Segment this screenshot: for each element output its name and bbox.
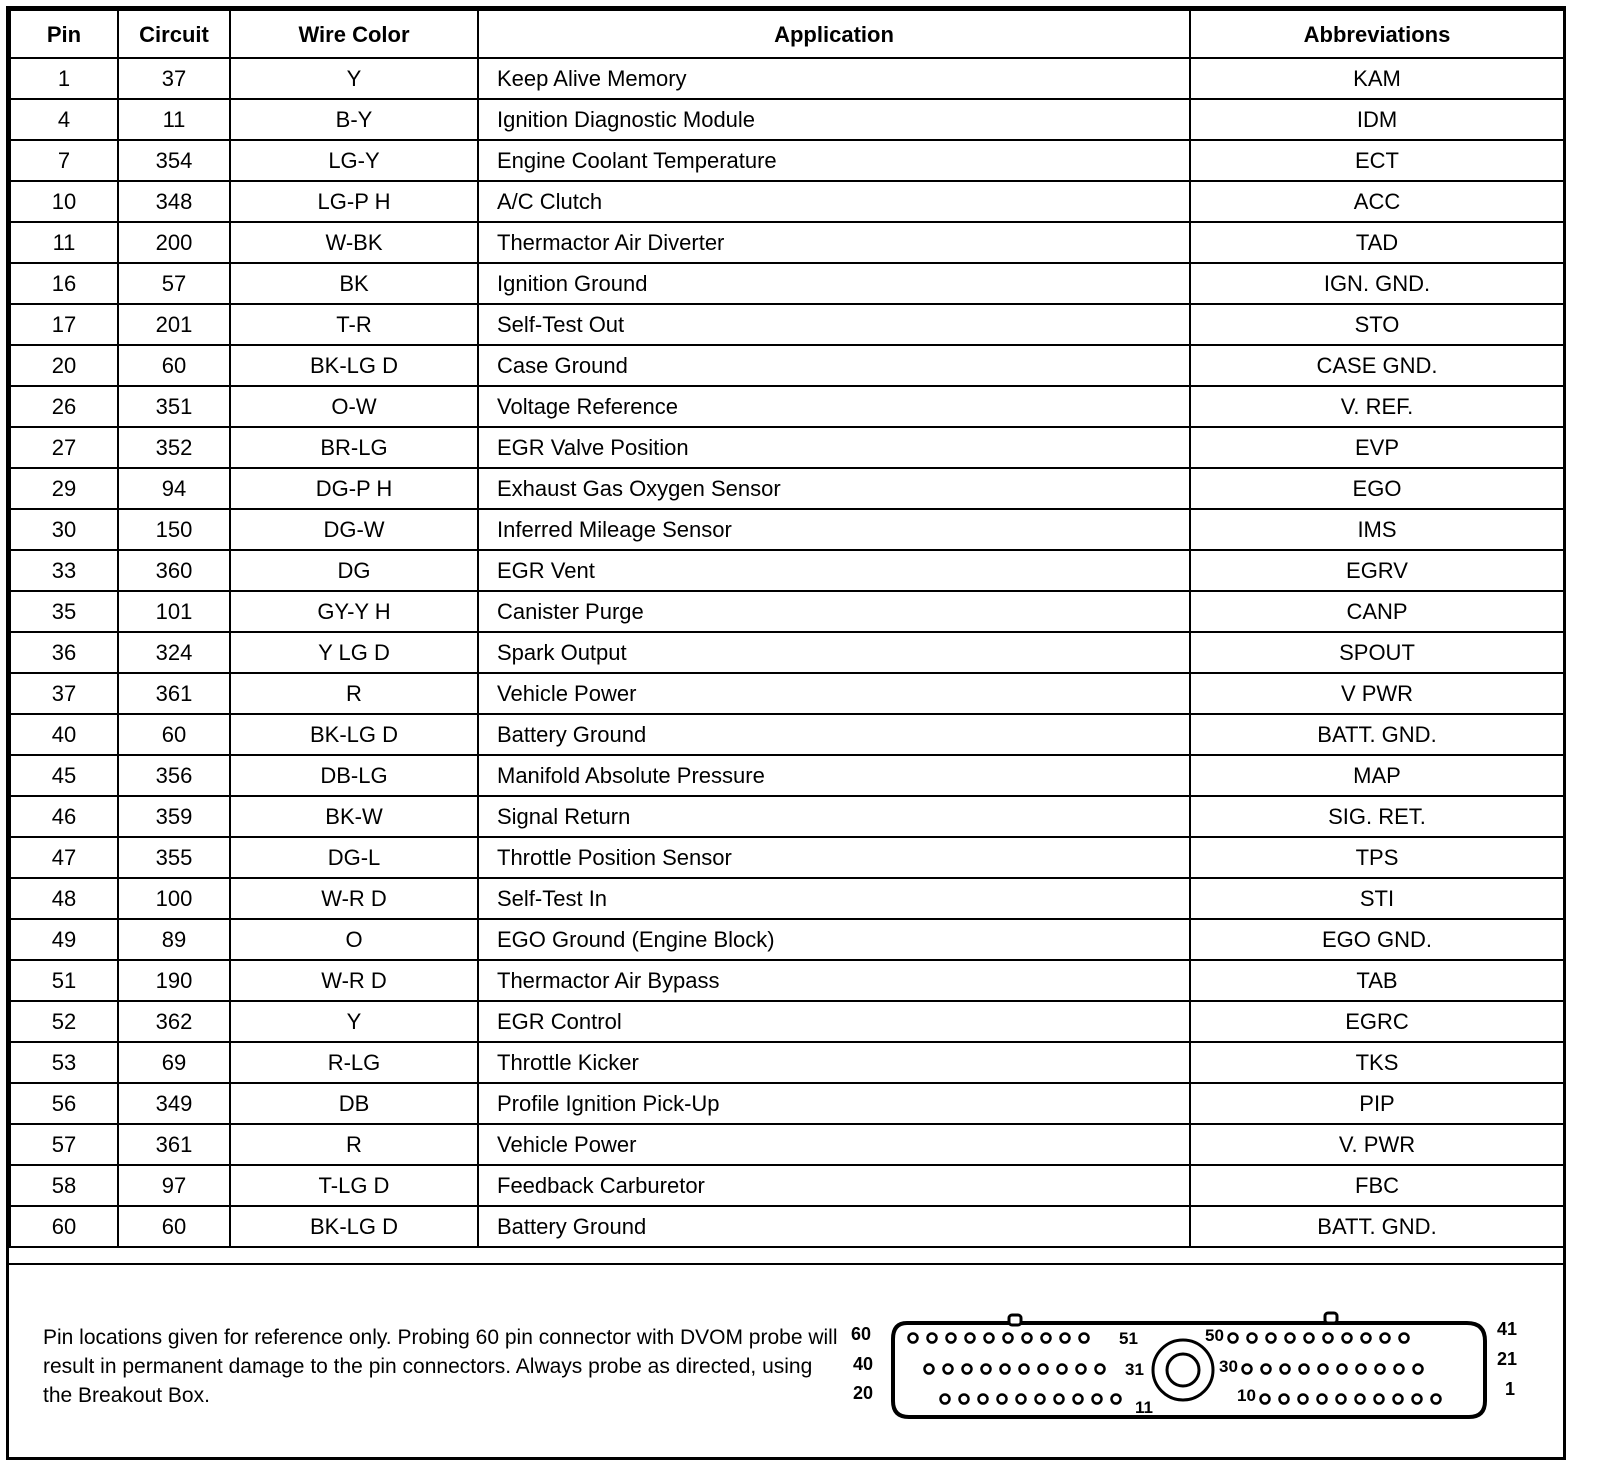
row-abbreviation: V. REF.: [1190, 386, 1564, 427]
row-circuit: 201: [118, 304, 230, 345]
connector-pin-hole: [1096, 1365, 1105, 1374]
pin-table: [9, 9, 1565, 1248]
row-application: Self-Test Out: [478, 304, 1190, 345]
row-pin: 57: [10, 1124, 118, 1165]
row-wire-color: BK: [230, 263, 478, 304]
connector-pin-hole: [966, 1334, 975, 1343]
row-pin: 30: [10, 509, 118, 550]
connector-label-left-mid: 40: [853, 1354, 874, 1374]
table-row: [10, 468, 1564, 509]
connector-pin-hole: [1112, 1395, 1121, 1404]
row-pin: 26: [10, 386, 118, 427]
table-row: [10, 1206, 1564, 1247]
connector-pin-hole: [925, 1365, 934, 1374]
row-application: EGR Control: [478, 1001, 1190, 1042]
table-row: [10, 345, 1564, 386]
connector-inner-label-11: 11: [1135, 1398, 1153, 1417]
connector-pin-hole: [1357, 1365, 1366, 1374]
connector-pin-hole: [1356, 1395, 1365, 1404]
footer-panel: [9, 1263, 1563, 1459]
row-wire-color: BK-W: [230, 796, 478, 837]
connector-pin-hole: [1267, 1334, 1276, 1343]
table-row: [10, 673, 1564, 714]
row-wire-color: R: [230, 673, 478, 714]
row-wire-color: W-BK: [230, 222, 478, 263]
table-row: [10, 386, 1564, 427]
row-abbreviation: TPS: [1190, 837, 1564, 878]
row-circuit: 101: [118, 591, 230, 632]
row-circuit: 361: [118, 1124, 230, 1165]
row-abbreviation: KAM: [1190, 58, 1564, 99]
table-row: [10, 1124, 1564, 1165]
header-pin: Pin: [10, 10, 118, 58]
table-row: [10, 99, 1564, 140]
row-pin: 29: [10, 468, 118, 509]
connector-label-left-top: 60: [851, 1324, 872, 1344]
row-application: Case Ground: [478, 345, 1190, 386]
row-abbreviation: EGRC: [1190, 1001, 1564, 1042]
row-circuit: 100: [118, 878, 230, 919]
table-header-row: [10, 10, 1564, 58]
connector-pin-hole: [1248, 1334, 1257, 1343]
connector-pin-hole: [1077, 1365, 1086, 1374]
row-application: Profile Ignition Pick-Up: [478, 1083, 1190, 1124]
row-application: Keep Alive Memory: [478, 58, 1190, 99]
connector-pin-hole: [1319, 1365, 1328, 1374]
connector-pin-hole: [1243, 1365, 1252, 1374]
table-row: [10, 509, 1564, 550]
row-circuit: 60: [118, 345, 230, 386]
connector-pin-hole: [982, 1365, 991, 1374]
table-row: [10, 919, 1564, 960]
row-application: Throttle Kicker: [478, 1042, 1190, 1083]
row-circuit: 37: [118, 58, 230, 99]
row-circuit: 362: [118, 1001, 230, 1042]
pin-chart-sheet: [6, 6, 1566, 1460]
row-application: Battery Ground: [478, 714, 1190, 755]
row-application: Spark Output: [478, 632, 1190, 673]
connector-pin-hole: [1039, 1365, 1048, 1374]
row-circuit: 354: [118, 140, 230, 181]
connector-key-right: [1325, 1313, 1337, 1323]
connector-pin-hole: [979, 1395, 988, 1404]
connector-pin-hole: [909, 1334, 918, 1343]
row-wire-color: T-R: [230, 304, 478, 345]
row-wire-color: Y: [230, 58, 478, 99]
table-row: [10, 796, 1564, 837]
row-wire-color: DB: [230, 1083, 478, 1124]
connector-pin-hole: [1300, 1365, 1309, 1374]
connector-pin-hole: [1229, 1334, 1238, 1343]
row-circuit: 89: [118, 919, 230, 960]
connector-center-bolt: [1153, 1340, 1213, 1400]
row-application: EGR Vent: [478, 550, 1190, 591]
row-wire-color: W-R D: [230, 960, 478, 1001]
connector-pin-hole: [1280, 1395, 1289, 1404]
connector-pin-hole: [1281, 1365, 1290, 1374]
connector-pin-hole: [1337, 1395, 1346, 1404]
row-wire-color: T-LG D: [230, 1165, 478, 1206]
row-abbreviation: SPOUT: [1190, 632, 1564, 673]
row-circuit: 352: [118, 427, 230, 468]
header-wire-color: Wire Color: [230, 10, 478, 58]
row-abbreviation: TAD: [1190, 222, 1564, 263]
connector-pin-hole: [944, 1365, 953, 1374]
row-pin: 27: [10, 427, 118, 468]
row-circuit: 69: [118, 1042, 230, 1083]
table-row: [10, 550, 1564, 591]
row-wire-color: O-W: [230, 386, 478, 427]
table-row: [10, 878, 1564, 919]
connector-pin-hole: [1414, 1365, 1423, 1374]
connector-pin-hole: [1074, 1395, 1083, 1404]
connector-pin-hole: [1299, 1395, 1308, 1404]
row-pin: 1: [10, 58, 118, 99]
connector-pin-hole: [1432, 1395, 1441, 1404]
table-row: [10, 181, 1564, 222]
table-row: [10, 140, 1564, 181]
row-pin: 17: [10, 304, 118, 345]
table-row: [10, 1083, 1564, 1124]
connector-pin-hole: [1394, 1395, 1403, 1404]
row-abbreviation: ECT: [1190, 140, 1564, 181]
connector-inner-label-30: 30: [1219, 1357, 1238, 1376]
connector-pin-hole: [1042, 1334, 1051, 1343]
row-wire-color: DG: [230, 550, 478, 591]
row-application: Exhaust Gas Oxygen Sensor: [478, 468, 1190, 509]
row-wire-color: BK-LG D: [230, 714, 478, 755]
connector-pin-hole: [1036, 1395, 1045, 1404]
row-pin: 20: [10, 345, 118, 386]
row-application: Thermactor Air Diverter: [478, 222, 1190, 263]
header-circuit: Circuit: [118, 10, 230, 58]
row-application: Signal Return: [478, 796, 1190, 837]
connector-pin-holes: [909, 1334, 1441, 1404]
row-wire-color: BR-LG: [230, 427, 478, 468]
row-pin: 40: [10, 714, 118, 755]
connector-pin-hole: [1375, 1395, 1384, 1404]
row-wire-color: BK-LG D: [230, 1206, 478, 1247]
connector-inner-label-31: 31: [1125, 1360, 1144, 1379]
row-pin: 11: [10, 222, 118, 263]
row-pin: 58: [10, 1165, 118, 1206]
table-row: [10, 960, 1564, 1001]
probe-warning-note: Pin locations given for reference only. Probing 60 pin connector with DVOM probe will result in permanent damage to the pin connectors. Always probe as directed, using the Breakout Box.: [43, 1326, 838, 1407]
connector-pin-hole: [1093, 1395, 1102, 1404]
row-abbreviation: V. PWR: [1190, 1124, 1564, 1165]
row-circuit: 57: [118, 263, 230, 304]
row-pin: 53: [10, 1042, 118, 1083]
row-application: Throttle Position Sensor: [478, 837, 1190, 878]
connector-pin-hole: [1020, 1365, 1029, 1374]
connector-inner-label-51: 51: [1119, 1329, 1138, 1348]
row-wire-color: DG-L: [230, 837, 478, 878]
row-circuit: 11: [118, 99, 230, 140]
connector-pin-hole: [1338, 1365, 1347, 1374]
row-application: Voltage Reference: [478, 386, 1190, 427]
row-application: EGR Valve Position: [478, 427, 1190, 468]
connector-pin-hole: [1305, 1334, 1314, 1343]
row-abbreviation: BATT. GND.: [1190, 1206, 1564, 1247]
table-row: [10, 222, 1564, 263]
connector-pin-hole: [1080, 1334, 1089, 1343]
row-circuit: 359: [118, 796, 230, 837]
connector-pin-hole: [1262, 1365, 1271, 1374]
row-application: Thermactor Air Bypass: [478, 960, 1190, 1001]
connector-pin-hole: [985, 1334, 994, 1343]
table-row: [10, 755, 1564, 796]
row-pin: 16: [10, 263, 118, 304]
row-abbreviation: IGN. GND.: [1190, 263, 1564, 304]
connector-pin-hole: [960, 1395, 969, 1404]
row-circuit: 349: [118, 1083, 230, 1124]
connector-pin-hole: [998, 1395, 1007, 1404]
connector-pin-hole: [1017, 1395, 1026, 1404]
connector-pin-hole: [1058, 1365, 1067, 1374]
row-application: Engine Coolant Temperature: [478, 140, 1190, 181]
connector-pin-hole: [928, 1334, 937, 1343]
row-abbreviation: MAP: [1190, 755, 1564, 796]
connector-pin-hole: [1343, 1334, 1352, 1343]
row-application: Feedback Carburetor: [478, 1165, 1190, 1206]
table-row: [10, 632, 1564, 673]
header-abbreviations: Abbreviations: [1190, 10, 1564, 58]
connector-label-right-bottom: 1: [1505, 1379, 1516, 1399]
connector-pin-hole: [1061, 1334, 1070, 1343]
row-abbreviation: PIP: [1190, 1083, 1564, 1124]
row-pin: 47: [10, 837, 118, 878]
row-wire-color: LG-P H: [230, 181, 478, 222]
row-abbreviation: EGO GND.: [1190, 919, 1564, 960]
row-pin: 4: [10, 99, 118, 140]
table-row: [10, 263, 1564, 304]
row-circuit: 60: [118, 1206, 230, 1247]
row-circuit: 150: [118, 509, 230, 550]
row-application: Battery Ground: [478, 1206, 1190, 1247]
row-abbreviation: V PWR: [1190, 673, 1564, 714]
row-application: Manifold Absolute Pressure: [478, 755, 1190, 796]
connector-pin-hole: [1400, 1334, 1409, 1343]
row-circuit: 60: [118, 714, 230, 755]
row-abbreviation: EGRV: [1190, 550, 1564, 591]
connector-pin-hole: [1004, 1334, 1013, 1343]
row-pin: 46: [10, 796, 118, 837]
row-abbreviation: FBC: [1190, 1165, 1564, 1206]
row-circuit: 360: [118, 550, 230, 591]
table-row: [10, 714, 1564, 755]
connector-pin-hole: [1413, 1395, 1422, 1404]
connector-pin-hole: [947, 1334, 956, 1343]
row-abbreviation: EGO: [1190, 468, 1564, 509]
connector-inner-label-50: 50: [1205, 1326, 1224, 1345]
connector-pin-hole: [1001, 1365, 1010, 1374]
header-application: Application: [478, 10, 1190, 58]
row-pin: 7: [10, 140, 118, 181]
connector-pin-hole: [1324, 1334, 1333, 1343]
row-abbreviation: TKS: [1190, 1042, 1564, 1083]
connector-pin-hole: [1055, 1395, 1064, 1404]
row-abbreviation: SIG. RET.: [1190, 796, 1564, 837]
connector-pin-hole: [1395, 1365, 1404, 1374]
row-wire-color: W-R D: [230, 878, 478, 919]
row-pin: 10: [10, 181, 118, 222]
row-application: EGO Ground (Engine Block): [478, 919, 1190, 960]
row-abbreviation: BATT. GND.: [1190, 714, 1564, 755]
row-pin: 60: [10, 1206, 118, 1247]
row-wire-color: DG-W: [230, 509, 478, 550]
row-pin: 36: [10, 632, 118, 673]
table-row: [10, 591, 1564, 632]
connector-pin-hole: [941, 1395, 950, 1404]
row-circuit: 361: [118, 673, 230, 714]
row-application: Inferred Mileage Sensor: [478, 509, 1190, 550]
connector-pin-hole: [1381, 1334, 1390, 1343]
row-pin: 52: [10, 1001, 118, 1042]
row-circuit: 355: [118, 837, 230, 878]
row-abbreviation: STO: [1190, 304, 1564, 345]
row-pin: 45: [10, 755, 118, 796]
row-wire-color: R: [230, 1124, 478, 1165]
connector-pin-hole: [1376, 1365, 1385, 1374]
row-wire-color: DG-P H: [230, 468, 478, 509]
connector-label-right-mid: 21: [1497, 1349, 1518, 1369]
row-circuit: 324: [118, 632, 230, 673]
table-row: [10, 1042, 1564, 1083]
table-row: [10, 837, 1564, 878]
row-application: Vehicle Power: [478, 673, 1190, 714]
row-wire-color: R-LG: [230, 1042, 478, 1083]
row-pin: 37: [10, 673, 118, 714]
connector-pin-hole: [1362, 1334, 1371, 1343]
table-row: [10, 58, 1564, 99]
row-wire-color: LG-Y: [230, 140, 478, 181]
row-abbreviation: TAB: [1190, 960, 1564, 1001]
row-pin: 33: [10, 550, 118, 591]
connector-pin-hole: [1261, 1395, 1270, 1404]
table-row: [10, 1165, 1564, 1206]
row-application: A/C Clutch: [478, 181, 1190, 222]
connector-diagram: [849, 1283, 1549, 1443]
row-abbreviation: ACC: [1190, 181, 1564, 222]
connector-pin-hole: [963, 1365, 972, 1374]
row-application: Self-Test In: [478, 878, 1190, 919]
row-application: Ignition Diagnostic Module: [478, 99, 1190, 140]
row-pin: 35: [10, 591, 118, 632]
connector-inner-label-10: 10: [1237, 1386, 1256, 1405]
row-circuit: 200: [118, 222, 230, 263]
row-wire-color: B-Y: [230, 99, 478, 140]
connector-label-right-top: 41: [1497, 1319, 1518, 1339]
row-abbreviation: IDM: [1190, 99, 1564, 140]
row-pin: 51: [10, 960, 118, 1001]
row-abbreviation: IMS: [1190, 509, 1564, 550]
connector-center-bolt-inner: [1167, 1354, 1199, 1386]
row-application: Canister Purge: [478, 591, 1190, 632]
row-circuit: 351: [118, 386, 230, 427]
row-wire-color: GY-Y H: [230, 591, 478, 632]
row-pin: 48: [10, 878, 118, 919]
row-circuit: 348: [118, 181, 230, 222]
table-row: [10, 427, 1564, 468]
row-wire-color: DB-LG: [230, 755, 478, 796]
row-circuit: 94: [118, 468, 230, 509]
row-application: Ignition Ground: [478, 263, 1190, 304]
connector-label-left-bottom: 20: [853, 1383, 874, 1403]
row-pin: 49: [10, 919, 118, 960]
table-row: [10, 304, 1564, 345]
connector-pin-hole: [1023, 1334, 1032, 1343]
row-circuit: 190: [118, 960, 230, 1001]
row-abbreviation: STI: [1190, 878, 1564, 919]
row-abbreviation: CANP: [1190, 591, 1564, 632]
connector-key-left: [1009, 1315, 1021, 1325]
row-abbreviation: CASE GND.: [1190, 345, 1564, 386]
connector-pin-hole: [1286, 1334, 1295, 1343]
table-row: [10, 1001, 1564, 1042]
connector-pin-hole: [1318, 1395, 1327, 1404]
row-circuit: 356: [118, 755, 230, 796]
row-wire-color: Y: [230, 1001, 478, 1042]
row-circuit: 97: [118, 1165, 230, 1206]
row-pin: 56: [10, 1083, 118, 1124]
row-application: Vehicle Power: [478, 1124, 1190, 1165]
row-wire-color: O: [230, 919, 478, 960]
row-abbreviation: EVP: [1190, 427, 1564, 468]
row-wire-color: Y LG D: [230, 632, 478, 673]
row-wire-color: BK-LG D: [230, 345, 478, 386]
